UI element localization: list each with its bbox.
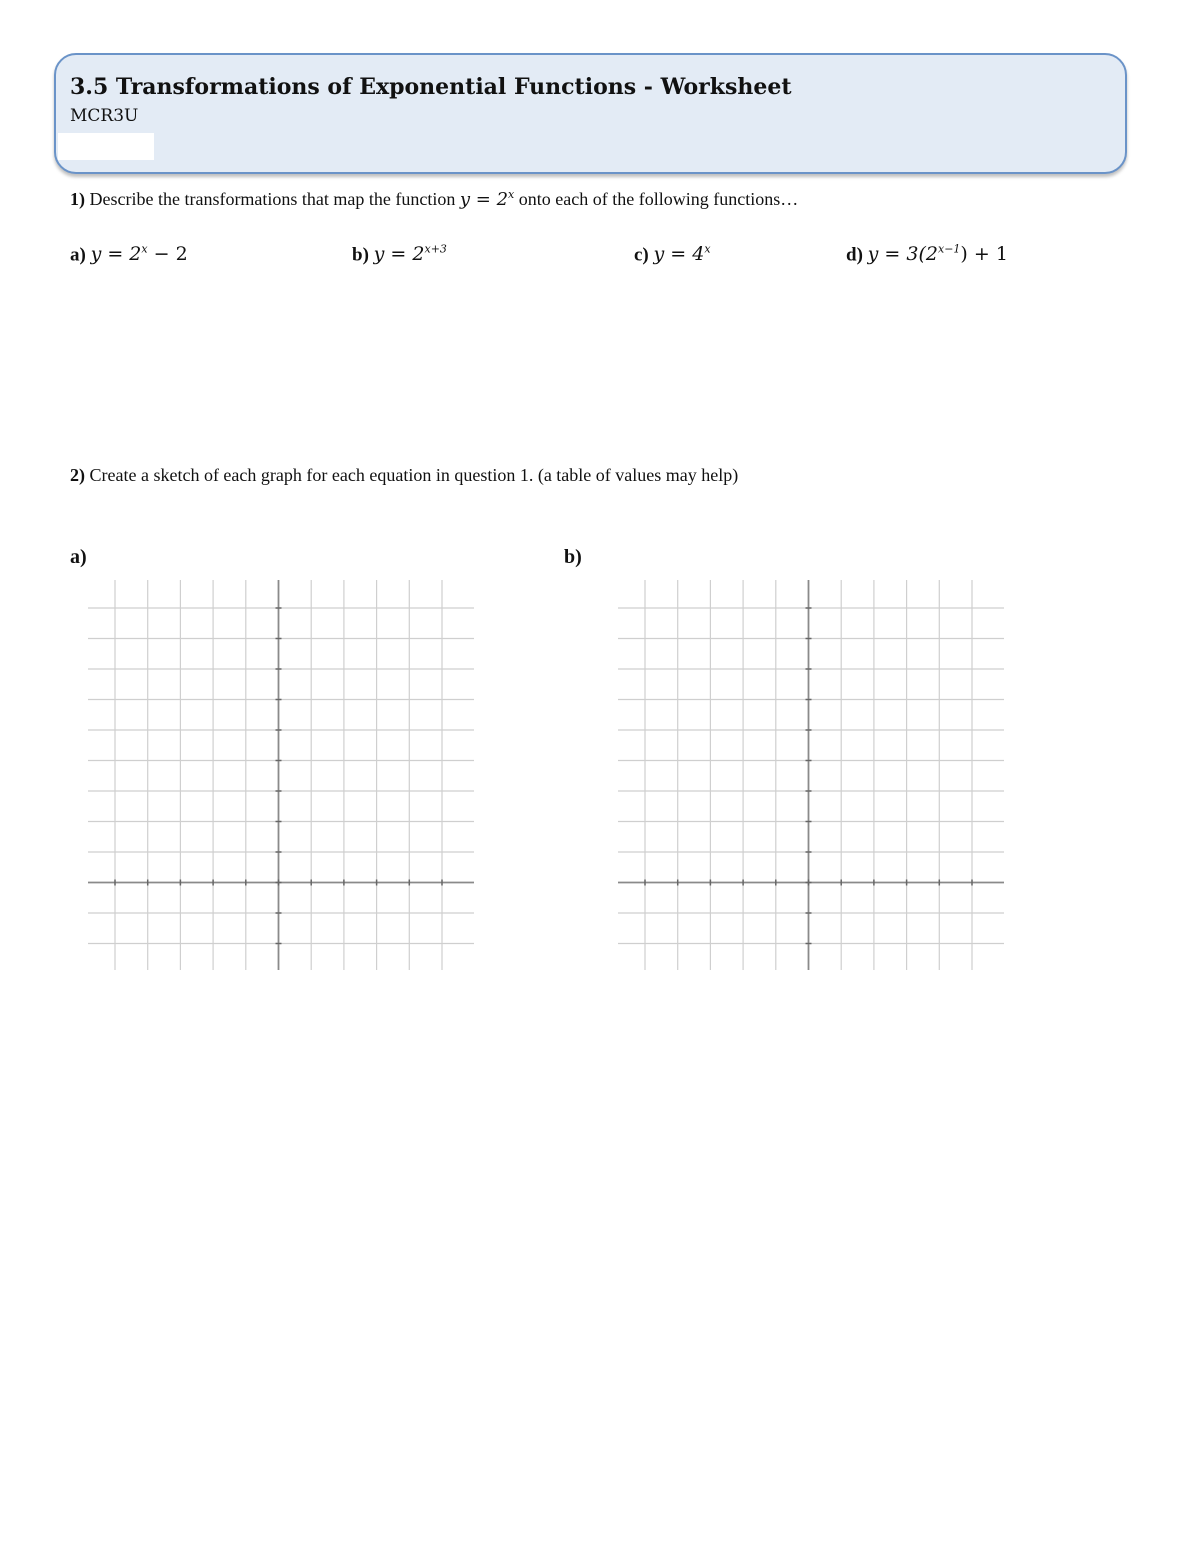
graph-grid-a[interactable]: [86, 580, 478, 972]
graph-a-label: a): [70, 546, 87, 568]
graph-grid-b[interactable]: [616, 580, 1008, 972]
course-code: MCR3U: [70, 106, 139, 126]
base-function: $y = 2^x$: [459, 188, 515, 210]
part-a-label: a): [70, 244, 86, 266]
part-c-equation: $y = 4^x$: [653, 243, 711, 266]
question-1-part-a: [70, 243, 188, 266]
question-1-part-b: [352, 243, 447, 266]
part-d-label: d): [846, 244, 863, 266]
question-2: [70, 465, 738, 486]
part-c-label: c): [634, 244, 649, 266]
question-2-number: 2): [70, 465, 85, 485]
question-1-number: 1): [70, 189, 85, 209]
question-1-part-c: [634, 243, 711, 266]
question-1: [70, 188, 798, 210]
question-1-part-d: [846, 243, 1008, 266]
question-1-text-after: onto each of the following functions…: [518, 189, 799, 209]
part-d-equation: $y = 3(2^{x-1}) + 1$: [867, 243, 1008, 266]
part-b-equation: $y = 2^{x+3}$: [373, 243, 447, 266]
question-2-text: Create a sketch of each graph for each equation in question 1. (a table of values may help): [89, 465, 739, 485]
title-banner: [54, 53, 1127, 174]
question-1-text-before: Describe the transformations that map the function: [89, 189, 456, 209]
part-a-equation: $y = 2^x - 2$: [90, 243, 188, 266]
worksheet-title: 3.5 Transformations of Exponential Functions - Worksheet: [70, 74, 792, 100]
part-b-label: b): [352, 244, 369, 266]
name-field-blank: [58, 133, 154, 160]
graph-b-label: b): [564, 546, 582, 568]
